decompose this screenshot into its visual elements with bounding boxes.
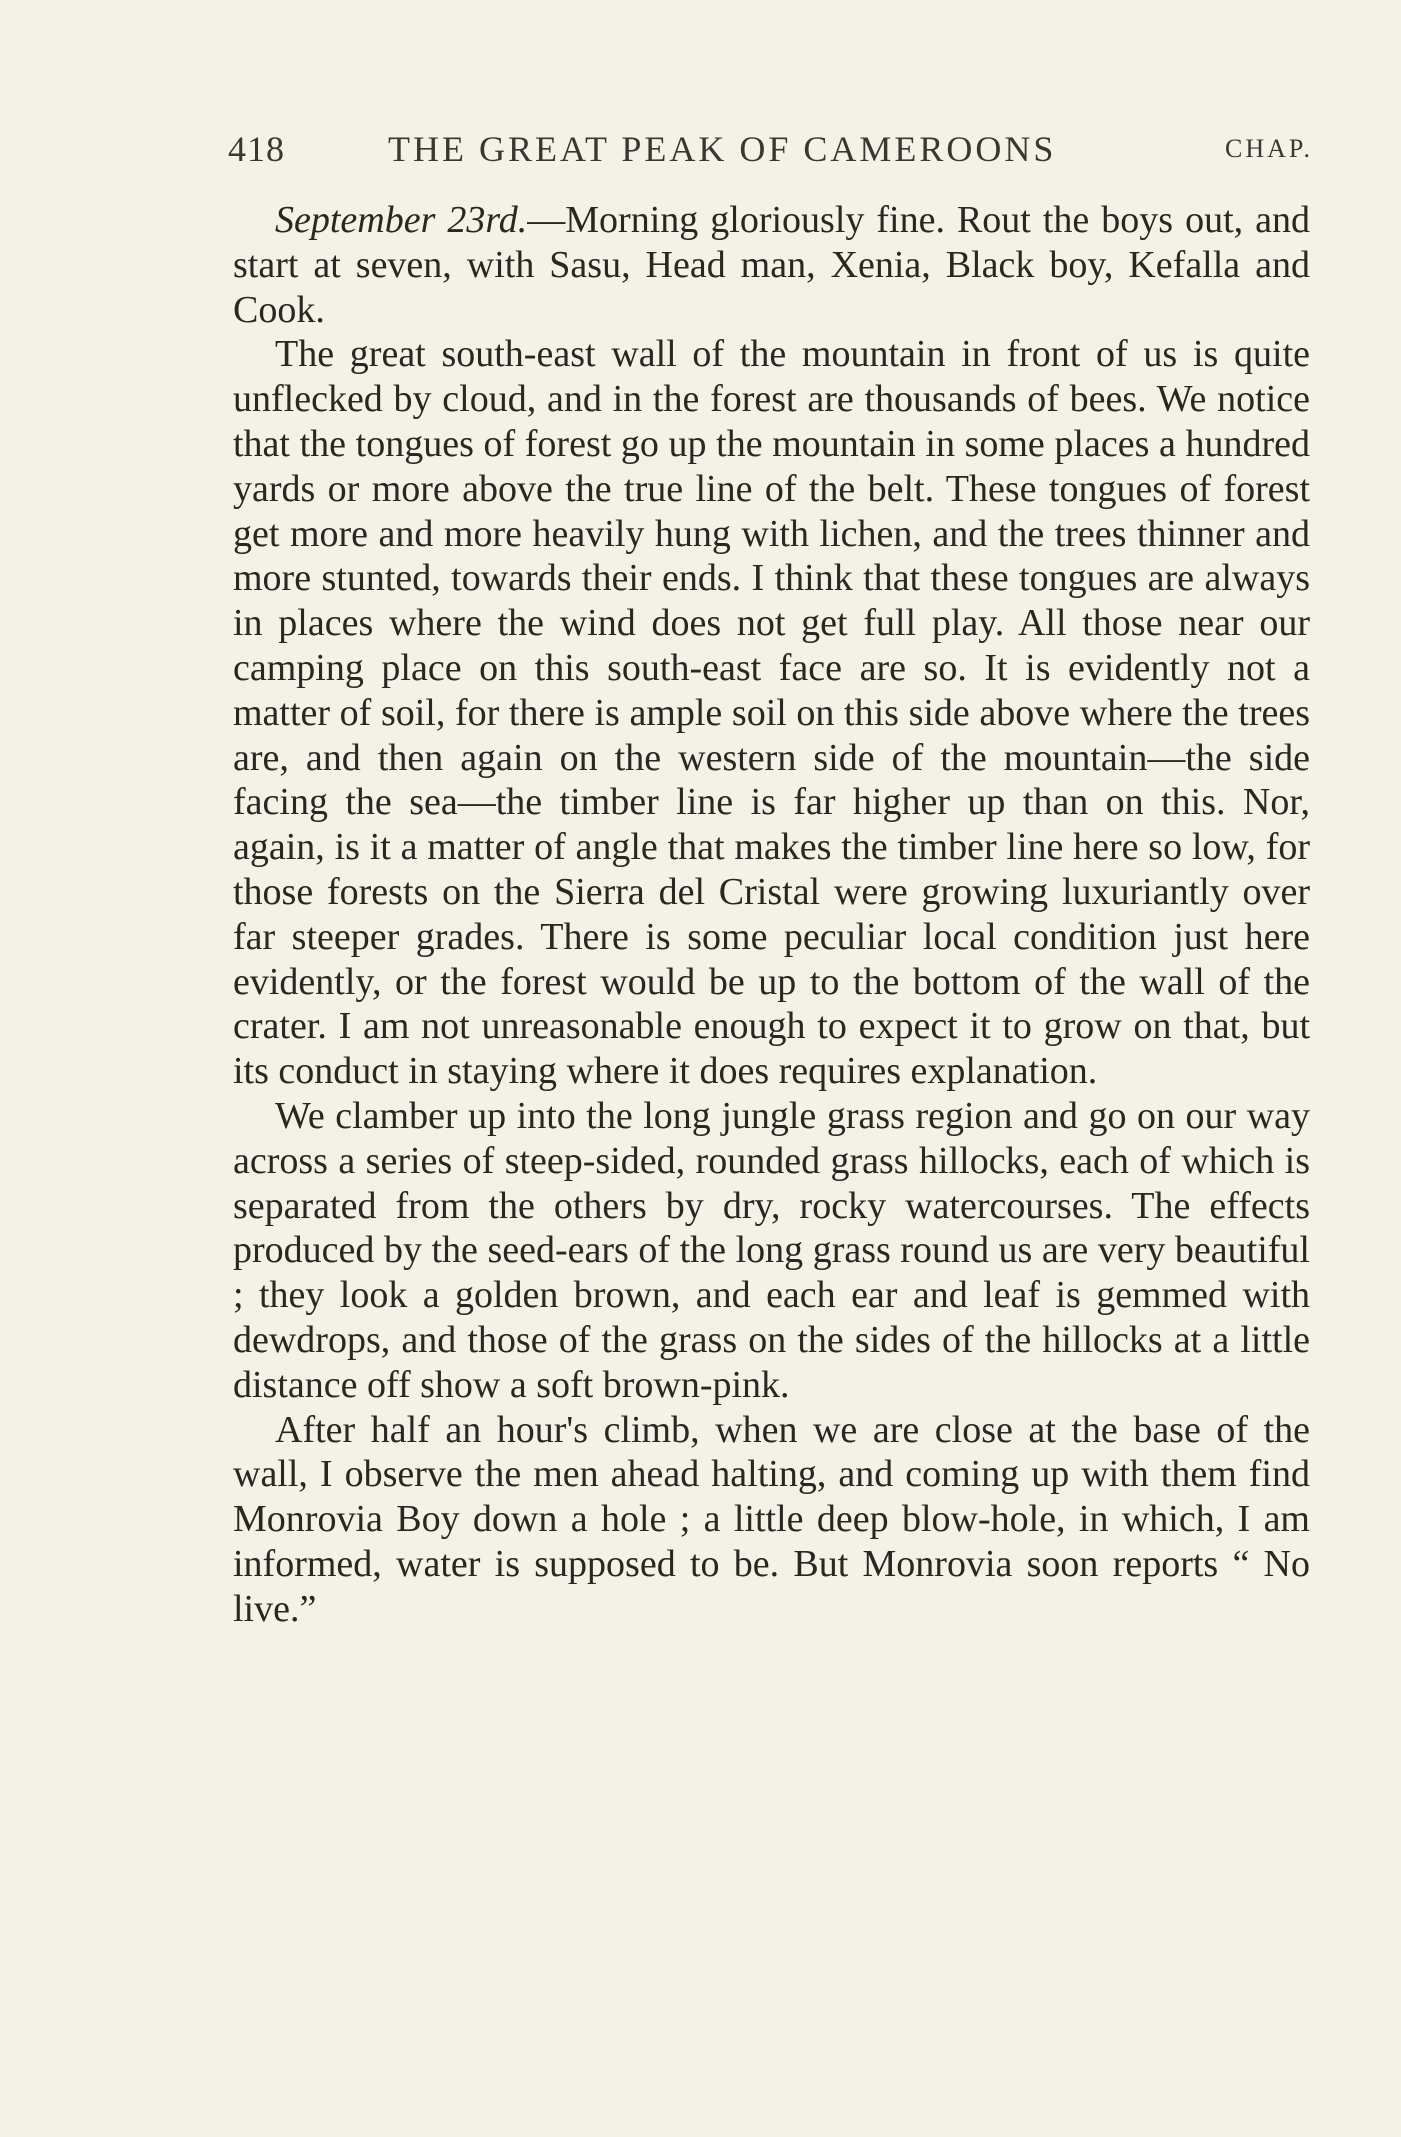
body-text <box>233 198 1310 1632</box>
page-header <box>228 128 1313 178</box>
paragraph-1 <box>233 198 1310 332</box>
running-title: THE GREAT PEAK OF CAMEROONS <box>388 129 1057 169</box>
paragraph-3: We clamber up into the long jungle grass region and go on our way across a series of steep-sided, rounded grass hillocks, each of which is separated from the others by dry, rocky watercourses. The effects produced by the seed-ears of the long grass round us are very beautiful ; they look a golden brown, and each ear and leaf is gemmed with dewdrops, and those of the grass on the sides of the hillocks at a little distance off show a soft brown-pink. <box>233 1094 1310 1406</box>
dateline: September 23rd. <box>275 199 528 241</box>
paragraph-2: The great south-east wall of the mountain in front of us is quite unflecked by cloud, and in the forest are thousands of bees. We notice that the tongues of forest go up the mountain in some places a hundred yards or more above the true line of the belt. These tongues of forest get more and more heavily hung with lichen, and the trees thinner and more stunted, towards their ends. I think that these tongues are always in places where the wind does not get full play. All those near our camping place on this south-east face are so. It is evidently not a matter of soil, for there is ample soil on this side above where the trees are, and then again on the western side of the mountain—the side facing the sea—the timber line is far higher up than on this. Nor, again, is it a matter of angle that makes the timber line here so low, for those forests on the Sierra del Cristal were growing luxuriantly over far steeper grades. There is some peculiar local condition just here evidently, or the forest would be up to the bottom of the wall of the crater. I am not unreasonable enough to expect it to grow on that, but its conduct in staying where it does requires explanation. <box>233 333 1310 1093</box>
chapter-label: CHAP. <box>1225 134 1313 163</box>
paragraph-1-text: —Morning gloriously fine. Rout the boys out, and start at seven, with Sasu, Head man, Xenia, Black boy, Kefalla and Cook. <box>233 199 1310 331</box>
page-number: 418 <box>228 129 285 169</box>
paragraph-4: After half an hour's climb, when we are close at the base of the wall, I observe the men ahead halting, and coming up with them find Monrovia Boy down a hole ; a little deep blow-hole, in which, I am informed, water is supposed to be. But Monrovia soon reports “ No live.” <box>233 1408 1310 1630</box>
